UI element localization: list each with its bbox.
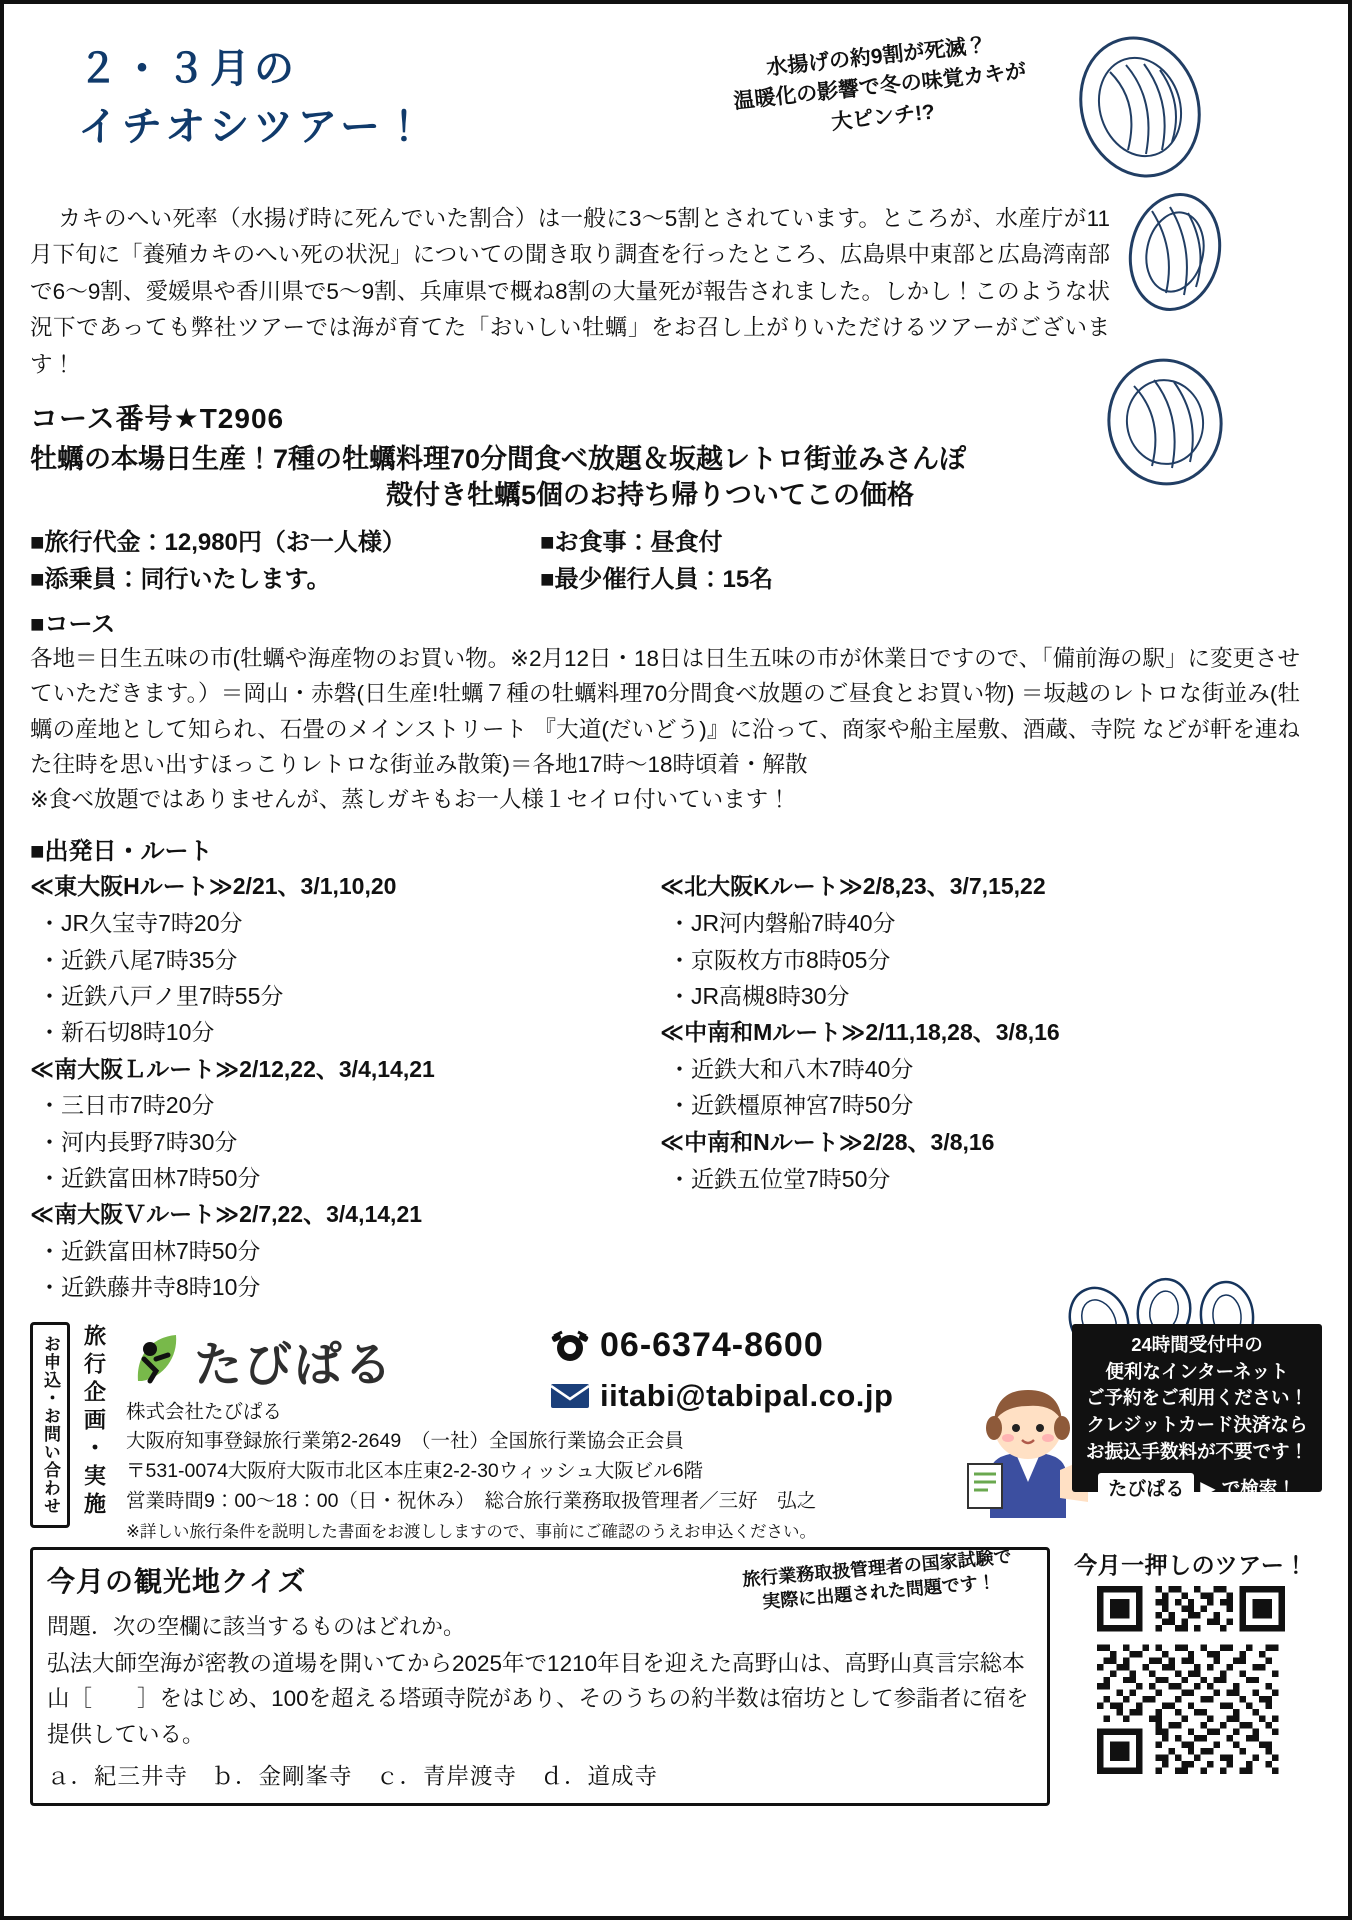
search-label: で検索！: [1221, 1478, 1296, 1500]
mascot-illustration: [960, 1378, 1090, 1523]
route-column-left: [30, 868, 650, 1305]
route-stop: ・近鉄橿原神宮7時50分: [668, 1092, 914, 1119]
company-registration: 大阪府知事登録旅行業第2-2649 （一社）全国旅行業協会正会員: [126, 1430, 684, 1453]
search-keyword-box[interactable]: たびぱる: [1098, 1473, 1194, 1507]
spec-row: [30, 561, 1322, 598]
telephone[interactable]: [550, 1326, 824, 1365]
quiz-question-body: 弘法大師空海が密教の道場を開いてから2025年で1210年目を迎えた高野山は、高野山真言宗総本山［ ］をはじめ、100を超える塔頭寺院があり、そのうちの約半数は宿坊として参詣者に宿を提供している。: [47, 1650, 1029, 1747]
route-column-right: [660, 868, 1280, 1305]
route-stop: ・JR河内磐船7時40分: [668, 910, 896, 937]
spec-row: [30, 524, 1322, 561]
route-name: ≪北大阪Kルート≫2/8,23、3/7,15,22: [660, 873, 1046, 900]
quiz-question-head: 問題．次の空欄に該当するものはどれか。: [47, 1613, 466, 1639]
route-name: ≪南大阪Ｖルート≫2/7,22、3/4,14,21: [30, 1201, 423, 1228]
banner-line-2: 便利なインターネット: [1105, 1360, 1289, 1382]
route-columns: [30, 868, 1322, 1305]
spec-meal: ■お食事：昼食付: [540, 528, 723, 556]
banner-line-3: ご予約をご利用ください！: [1085, 1387, 1308, 1409]
contact-side-label: お申込・お問い合わせ: [30, 1322, 70, 1528]
banner-line-5: お振込手数料が不要です！: [1085, 1441, 1308, 1463]
quiz-title: 今月の観光地クイズ: [47, 1565, 307, 1597]
company-hours: 営業時間9：00〜18：00（日・祝休み） 総合旅行業務取扱管理者／三好 弘之: [126, 1489, 817, 1512]
title-line-2: イチオシツアー！: [78, 105, 428, 149]
contact-block: [30, 1322, 1322, 1541]
course-note: ※食べ放題ではありませんが、蒸しガキもお一人様１セイロ付いています！: [30, 787, 791, 813]
route-stop: ・京阪枚方市8時05分: [668, 946, 891, 973]
spec-escort: ■添乗員：同行いたします。: [30, 565, 331, 593]
course-title-line2: 殻付き牡蠣5個のお持ち帰りついてこの価格: [385, 480, 914, 511]
course-itinerary: 各地＝日生五味の市(牡蠣や海産物のお買い物。※2月12日・18日は日生五味の市が休業日ですので、「備前海の駅」に変更させていただきます。）＝岡山・赤磐(日生産!牡蠣７種の牡蠣料理70分間食べ放題のご昼食とお買い物) ＝坂越のレトロな街並み(牡蠣の産地として知られ、石畳のメインストリート 『大道(だいどう)』に沿って、商家や船主屋敷、酒蔵、寺院 などが軒を連ねた往時を思い出すほっこりレトロな街並み散策)＝各地17時〜18時頃着・解散: [30, 645, 1300, 777]
company-address: 〒531-0074大阪府大阪市北区本庄東2-2-30ウィッシュ大阪ビル6階: [126, 1460, 704, 1483]
route-stop: ・近鉄藤井寺8時10分: [38, 1274, 261, 1301]
route-stop: ・近鉄五位堂7時50分: [668, 1165, 891, 1192]
route-stop: ・近鉄富田林7時50分: [38, 1165, 261, 1192]
lead-paragraph: [30, 201, 1110, 383]
spec-table: [30, 524, 1322, 598]
search-arrow-icon: ▶: [1200, 1478, 1216, 1501]
leaf-person-icon: [126, 1329, 188, 1391]
route-stop: ・近鉄八尾7時35分: [38, 946, 238, 973]
header: [30, 22, 1322, 197]
oyster-illustration-3: [1090, 352, 1240, 497]
bottom-section: [30, 1547, 1322, 1806]
spec-min-participants: ■最少催行人員：15名: [540, 565, 774, 593]
oyster-illustration-1: [1060, 32, 1220, 187]
spec-price: ■旅行代金：12,980円（お一人様）: [30, 528, 406, 556]
route-name: ≪東大阪Hルート≫2/21、3/1,10,20: [30, 873, 397, 900]
qr-code[interactable]: [1097, 1586, 1285, 1774]
logo-text: たびぱる: [194, 1338, 395, 1392]
internet-reservation-banner: [1072, 1324, 1322, 1501]
course-number: コース番号★T2906: [30, 403, 285, 435]
course-section-head: ■コース: [30, 610, 116, 638]
route-stop: ・近鉄八戸ノ里7時55分: [38, 982, 284, 1009]
catch-copy: 水揚げの約9割が死滅？ 温暖化の影響で冬の味覚カキが 大ピンチ!?: [732, 33, 1028, 135]
route-stop: ・近鉄大和八木7時40分: [668, 1056, 914, 1083]
qr-section: [1066, 1547, 1316, 1806]
telephone-number: 06-6374-8600: [600, 1325, 824, 1364]
banner-line-4: クレジットカード決済なら: [1086, 1414, 1308, 1436]
banner-search-row[interactable]: [1078, 1473, 1316, 1507]
oyster-illustration-2: [1110, 187, 1240, 322]
route-stop: ・新石切8時10分: [38, 1019, 215, 1046]
quiz-choices: ａ．紀三井寺 ｂ．金剛峯寺 ｃ．青岸渡寺 ｄ．道成寺: [47, 1763, 659, 1789]
course-title-line1: 牡蠣の本場日生産！7種の牡蠣料理70分間食べ放題＆坂越レトロ街並みさんぽ: [30, 444, 967, 475]
route-stop: ・JR久宝寺7時20分: [38, 910, 243, 937]
route-name: ≪中南和Nルート≫2/28、3/8,16: [660, 1128, 995, 1155]
qr-title: 今月一押しのツアー！: [1074, 1551, 1308, 1578]
route-stop: ・河内長野7時30分: [38, 1128, 238, 1155]
lead-text: カキのへい死率（水揚げ時に死んでいた割合）は一般に3〜5割とされています。ところが、水産庁が11月下旬に「養殖カキのへい死の状況」についての聞き取り調査を行ったところ、広島県中東部と広島湾南部で6〜9割、愛媛県や香川県で5〜9割、兵庫県で概ね8割の大量死が報告されました。しかし！このような状況下であっても弊社ツアーでは海が育てた「おいしい牡蠣」をお召し上がりいただけるツアーがございます！: [30, 206, 1110, 377]
company-logo: [126, 1326, 394, 1395]
departure-head: ■出発日・ルート: [30, 838, 213, 866]
telephone-icon: [550, 1328, 590, 1362]
route-name: ≪南大阪Ｌルート≫2/12,22、3/4,14,21: [30, 1055, 435, 1082]
route-stop: ・近鉄富田林7時50分: [38, 1238, 261, 1265]
email-address: iitabi@tabipal.co.jp: [600, 1377, 894, 1413]
banner-line-1: 24時間受付中の: [1131, 1333, 1263, 1355]
organizer-side-label: 旅行企画・実施: [81, 1323, 107, 1520]
contact-fineprint: ※詳しい旅行条件を説明した書面をお渡ししますので、事前にご確認のうえお申込ください。: [126, 1522, 816, 1541]
route-stop: ・三日市7時20分: [38, 1092, 215, 1119]
quiz-box: [30, 1547, 1050, 1806]
title-line-1: ２・３月の: [78, 47, 298, 91]
route-stop: ・JR高槻8時30分: [668, 982, 850, 1009]
company-info: [126, 1398, 816, 1517]
quiz-stamp: 旅行業務取扱管理者の国家試験で 実際に出題された問題です！: [741, 1546, 1013, 1613]
company-name: 株式会社たびぱる: [126, 1400, 283, 1423]
route-name: ≪中南和Mルート≫2/11,18,28、3/8,16: [660, 1019, 1060, 1046]
